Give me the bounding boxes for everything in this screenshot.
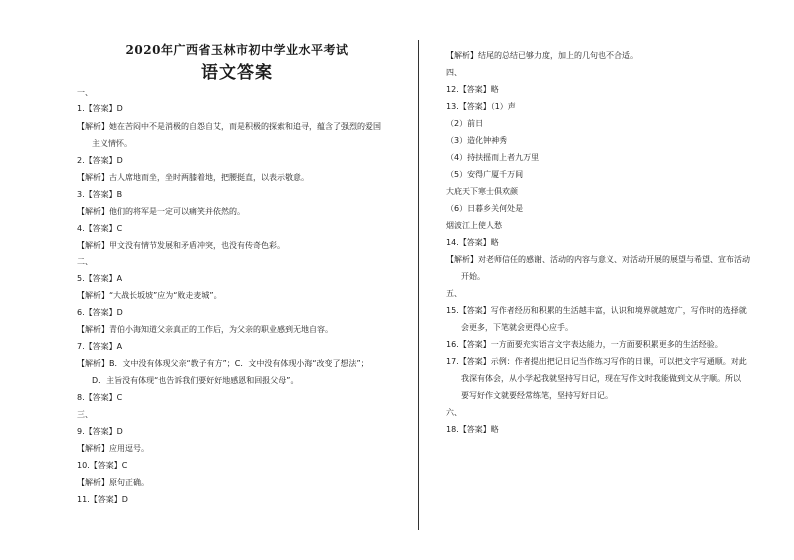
answer-continuation: 要写好作文就要经常练笔，坚持写好日记。 xyxy=(461,391,613,400)
answer-line: 16.【答案】一方面要充实语言文字表达能力，一方面要积累更多的生活经验。 xyxy=(446,340,723,349)
answer-line: 13.【答案】（1）声 xyxy=(446,102,516,111)
answer-line: 6.【答案】D xyxy=(77,308,123,317)
answer-subitem: （6）日暮乡关何处是 xyxy=(446,204,524,213)
answer-line: 1.【答案】D xyxy=(77,104,123,113)
answer-line: 15.【答案】写作者经历和积累的生活越丰富，认识和境界就越宽广，写作时的选择就 xyxy=(446,306,747,315)
section-heading: 六、 xyxy=(446,408,462,417)
section-heading: 四、 xyxy=(446,68,462,77)
analysis-line: 【解析】结尾的总结已够力度，加上的几句也不合适。 xyxy=(446,51,638,60)
analysis-line: 【解析】对老师信任的感谢、活动的内容与意义、对活动开展的展望与希望、宣布活动 xyxy=(446,255,750,264)
subject-title: 语文答案 xyxy=(201,63,273,83)
answer-line: 17.【答案】示例：作者提出把记日记当作练习写作的日课，可以把文字写通顺。对此 xyxy=(446,357,747,366)
analysis-continuation: 主义情怀。 xyxy=(92,139,132,148)
answer-line: 9.【答案】D xyxy=(77,427,123,436)
section-heading: 五、 xyxy=(446,289,462,298)
answer-line: 3.【答案】B xyxy=(77,190,123,199)
answer-line: 7.【答案】A xyxy=(77,342,123,351)
section-heading: 三、 xyxy=(77,410,93,419)
exam-title: 2020年广西省玉林市初中学业水平考试 xyxy=(125,43,349,57)
analysis-line: 【解析】他们的将军是一定可以痛笑并依然的。 xyxy=(77,207,245,216)
answer-line: 12.【答案】略 xyxy=(446,85,499,94)
analysis-line: 【解析】应用逗号。 xyxy=(77,444,149,453)
section-heading: 二、 xyxy=(77,257,93,266)
answer-line: 18.【答案】略 xyxy=(446,425,499,434)
answer-subitem: 烟波江上使人愁 xyxy=(446,221,502,230)
answer-continuation: 会更多，下笔就会更得心应手。 xyxy=(461,323,573,332)
analysis-line: 【解析】古人席地而坐，坐时两膝着地，把腰挺直，以表示敬意。 xyxy=(77,173,309,182)
answer-line: 2.【答案】D xyxy=(77,156,123,165)
analysis-line: 【解析】甲文没有情节发展和矛盾冲突，也没有传奇色彩。 xyxy=(77,241,285,250)
answer-line: 11.【答案】D xyxy=(77,495,128,504)
analysis-continuation: D．主旨没有体现“也告诉我们要好好地感恩和回报父母”。 xyxy=(92,376,299,385)
analysis-line: 【解析】她在苦闷中不是消极的自怨自艾，而是积极的探索和追寻，蕴含了强烈的爱国 xyxy=(77,122,381,131)
analysis-line: 【解析】“大战长坂坡”应为“败走麦城”。 xyxy=(77,291,222,300)
answer-line: 8.【答案】C xyxy=(77,393,123,402)
answer-line: 4.【答案】C xyxy=(77,224,123,233)
answer-subitem: （2）前日 xyxy=(446,119,484,128)
answer-line: 14.【答案】略 xyxy=(446,238,499,247)
section-heading: 一、 xyxy=(77,88,93,97)
answer-line: 10.【答案】C xyxy=(77,461,128,470)
answer-line: 5.【答案】A xyxy=(77,274,123,283)
answer-subitem: （3）造化钟神秀 xyxy=(446,136,508,145)
answer-continuation: 我深有体会，从小学起我就坚持写日记，现在写作文时我能做到文从字顺。所以 xyxy=(461,374,741,383)
answer-subitem: （4）持扶摇而上者九万里 xyxy=(446,153,540,162)
analysis-line: 【解析】青伯小海知道父亲真正的工作后，为父亲的职业感到无地自容。 xyxy=(77,325,333,334)
analysis-line: 【解析】B．文中没有体现父亲“教子有方”；C．文中没有体现小海“改变了想法”； xyxy=(77,359,369,368)
answer-subitem: （5）安得广厦千万间 xyxy=(446,170,524,179)
answer-subitem: 大庇天下寒士俱欢颜 xyxy=(446,187,518,196)
column-divider xyxy=(418,40,419,530)
analysis-line: 【解析】原句正确。 xyxy=(77,478,149,487)
analysis-continuation: 开始。 xyxy=(461,272,485,281)
